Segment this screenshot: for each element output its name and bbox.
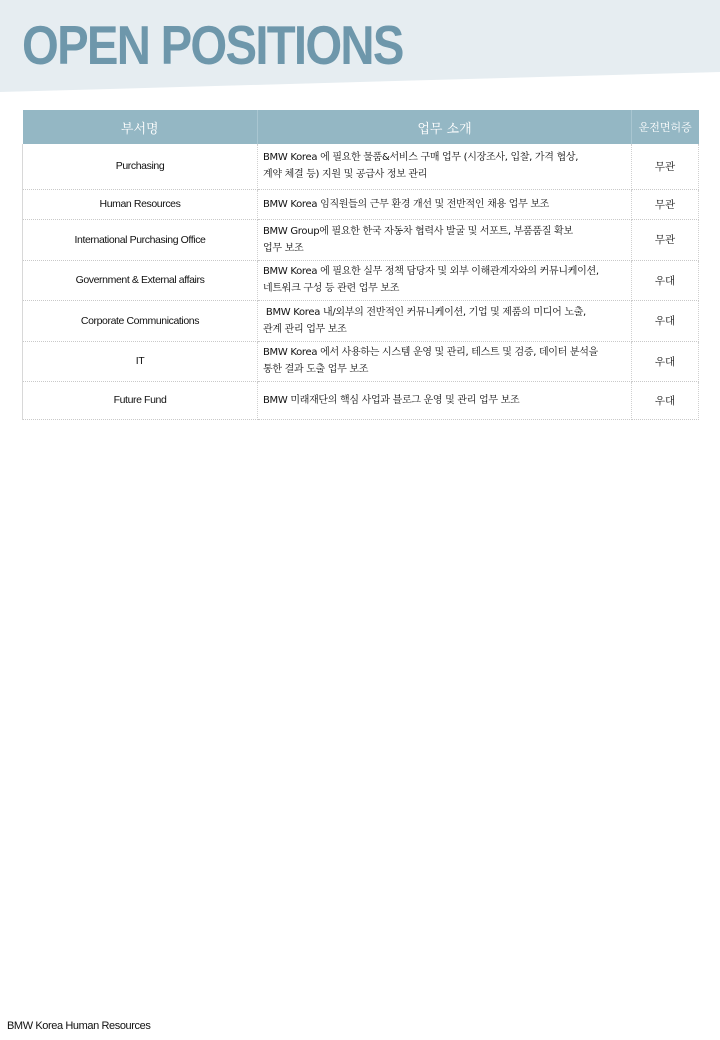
table-header-row [23,110,699,144]
description-line: BMW Korea 내/외부의 전반적인 커뮤니케이션, 기업 및 제품의 미디어 노출, [263,306,586,318]
department-cell: Corporate Communications [23,300,258,341]
license-cell: 우대 [632,260,699,300]
table-row [23,189,699,219]
department-cell: Government & External affairs [23,260,258,300]
table-row [23,144,699,189]
license-cell: 무관 [632,189,699,219]
department-cell: IT [23,341,258,381]
description-line: BMW 미래재단의 핵심 사업과 블로그 운영 및 관리 업무 보조 [263,394,520,406]
description-line: BMW Korea 임직원들의 근무 환경 개선 및 전반적인 채용 업무 보조 [263,198,550,210]
department-cell: International Purchasing Office [23,219,258,260]
description-line: BMW Korea 에 필요한 물품&서비스 구매 업무 (시장조사, 입찰, 가격 협상, [263,152,579,164]
license-cell: 무관 [632,144,699,189]
license-cell: 우대 [632,300,699,341]
description-line: 계약 체결 등) 지원 및 공급사 정보 관리 [263,169,428,181]
description-line: 업무 보조 [263,242,304,254]
positions-table [22,110,699,420]
description-cell [258,189,632,219]
description-cell [258,341,632,381]
table-row [23,341,699,381]
description-line: 통한 결과 도출 업무 보조 [263,364,369,375]
description-line: BMW Korea 에서 사용하는 시스템 운영 및 관리, 테스트 및 검증, 데이터 분석을 [263,347,598,358]
description-line: BMW Group에 필요한 한국 자동차 협력사 발굴 및 서포트, 부품품질 확보 [263,225,573,237]
description-cell [258,260,632,300]
description-cell [258,144,632,189]
description-cell [258,300,632,341]
license-cell: 우대 [632,341,699,381]
table-row [23,219,699,260]
department-cell: Future Fund [23,381,258,419]
description-cell [258,219,632,260]
header-department: 부서명 [23,110,258,144]
description-line: BMW Korea 에 필요한 실무 정책 담당자 및 외부 이해관계자와의 커뮤니케이션, [263,266,599,277]
department-cell: Purchasing [23,144,258,189]
table-row [23,381,699,419]
header-description: 업무 소개 [258,110,632,144]
description-line: 관계 관리 업무 보조 [263,323,347,335]
table-row [23,260,699,300]
table-row [23,300,699,341]
license-cell: 우대 [632,381,699,419]
description-cell [258,381,632,419]
department-cell: Human Resources [23,189,258,219]
license-cell: 무관 [632,219,699,260]
description-line: 네트워크 구성 등 관련 업무 보조 [263,283,400,294]
page-title: OPEN POSITIONS [22,14,403,76]
header-license: 운전면허증 [632,110,699,144]
footer-text: BMW Korea Human Resources [7,1020,151,1032]
